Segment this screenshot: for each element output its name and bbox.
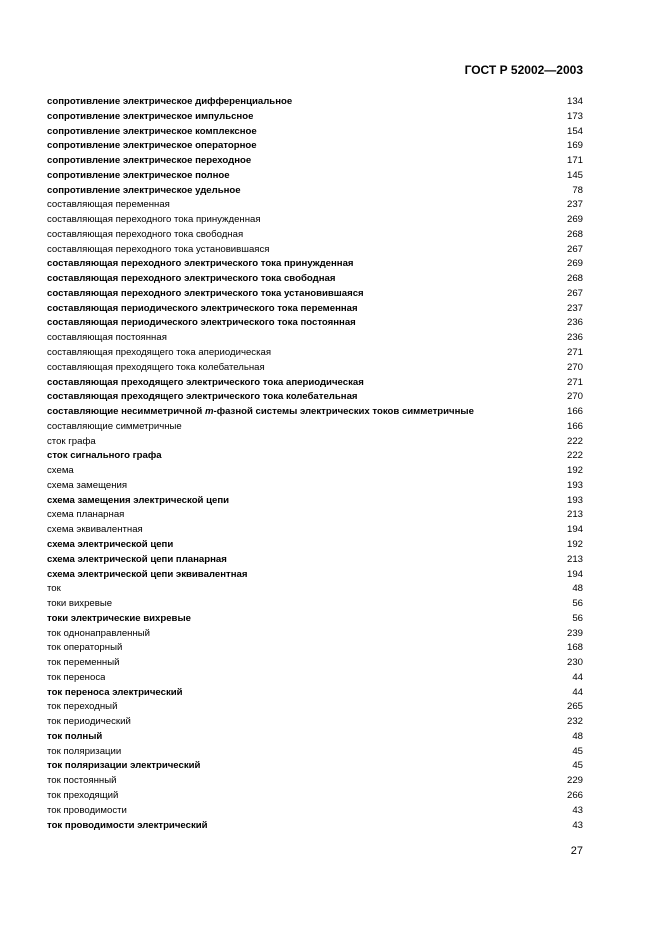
index-page-ref: 168 bbox=[566, 642, 583, 654]
index-term: ток постоянный bbox=[47, 775, 117, 787]
index-entry bbox=[47, 213, 583, 228]
document-header: ГОСТ Р 52002—2003 bbox=[464, 63, 583, 77]
index-entry bbox=[47, 316, 583, 331]
index-entry bbox=[47, 198, 583, 213]
index-page-ref: 194 bbox=[566, 568, 583, 580]
index-page-ref: 194 bbox=[566, 524, 583, 536]
page-number: 27 bbox=[570, 845, 583, 857]
index-term: составляющая постоянная bbox=[47, 332, 167, 344]
index-term: составляющая периодического электрического тока постоянная bbox=[47, 317, 356, 329]
index-term: схема замещения электрической цепи bbox=[47, 494, 230, 506]
index-term: сопротивление электрическое импульсное bbox=[47, 110, 254, 122]
index-page-ref: 222 bbox=[566, 435, 583, 447]
index-term: составляющие несимметричной m-фазной системы электрических токов симметричные bbox=[47, 406, 474, 418]
index-term: ток проводимости электрический bbox=[47, 819, 208, 831]
index-term: ток поляризации bbox=[47, 745, 122, 757]
index-entry bbox=[47, 405, 583, 420]
index-page-ref: 193 bbox=[566, 494, 583, 506]
index-page-ref: 44 bbox=[572, 686, 583, 698]
index-page-ref: 145 bbox=[566, 169, 583, 181]
index-term: ток bbox=[47, 583, 61, 595]
index-term: ток переноса bbox=[47, 671, 106, 683]
term-index bbox=[47, 95, 583, 833]
index-term: составляющая переходного тока свободная bbox=[47, 228, 244, 240]
index-entry bbox=[47, 420, 583, 435]
index-entry bbox=[47, 568, 583, 583]
index-term: схема электрической цепи bbox=[47, 538, 174, 550]
index-page-ref: 222 bbox=[566, 450, 583, 462]
index-page-ref: 43 bbox=[572, 819, 583, 831]
index-entry bbox=[47, 331, 583, 346]
index-page-ref: 48 bbox=[572, 730, 583, 742]
index-page-ref: 193 bbox=[566, 479, 583, 491]
index-entry bbox=[47, 95, 583, 110]
index-term: сток сигнального графа bbox=[47, 450, 162, 462]
index-term: схема замещения bbox=[47, 479, 128, 491]
index-entry bbox=[47, 361, 583, 376]
index-term: схема планарная bbox=[47, 509, 125, 521]
index-term: сток графа bbox=[47, 435, 96, 447]
index-entry bbox=[47, 597, 583, 612]
index-page-ref: 154 bbox=[566, 125, 583, 137]
index-entry bbox=[47, 804, 583, 819]
index-term: ток периодический bbox=[47, 716, 131, 728]
index-term: ток поляризации электрический bbox=[47, 760, 201, 772]
index-page-ref: 229 bbox=[566, 775, 583, 787]
index-term: ток переходный bbox=[47, 701, 118, 713]
index-term: составляющая переходного тока принужденная bbox=[47, 214, 261, 226]
index-entry bbox=[47, 139, 583, 154]
index-entry bbox=[47, 627, 583, 642]
index-page-ref: 78 bbox=[572, 184, 583, 196]
index-entry bbox=[47, 110, 583, 125]
index-page-ref: 213 bbox=[566, 509, 583, 521]
index-term: составляющая переходного тока установившаяся bbox=[47, 243, 270, 255]
index-entry bbox=[47, 346, 583, 361]
index-term: составляющая переходного электрического тока свободная bbox=[47, 273, 336, 285]
index-term: составляющая преходящего тока апериодическая bbox=[47, 347, 272, 359]
index-term: ток переноса электрический bbox=[47, 686, 183, 698]
index-term: ток полный bbox=[47, 730, 103, 742]
index-page-ref: 265 bbox=[566, 701, 583, 713]
index-term: схема bbox=[47, 465, 74, 477]
index-page-ref: 192 bbox=[566, 465, 583, 477]
index-page-ref: 232 bbox=[566, 716, 583, 728]
index-entry bbox=[47, 390, 583, 405]
index-entry bbox=[47, 700, 583, 715]
index-entry bbox=[47, 745, 583, 760]
index-term: сопротивление электрическое дифференциальное bbox=[47, 96, 293, 107]
index-page-ref: 267 bbox=[566, 243, 583, 255]
index-term: ток операторный bbox=[47, 642, 123, 654]
index-page-ref: 134 bbox=[566, 96, 583, 107]
index-page-ref: 268 bbox=[566, 273, 583, 285]
index-page-ref: 269 bbox=[566, 258, 583, 270]
index-page-ref: 56 bbox=[572, 598, 583, 610]
index-term: схема электрической цепи планарная bbox=[47, 553, 227, 565]
index-entry bbox=[47, 671, 583, 686]
index-entry bbox=[47, 479, 583, 494]
index-entry bbox=[47, 523, 583, 538]
index-term: токи вихревые bbox=[47, 598, 113, 610]
index-page-ref: 56 bbox=[572, 612, 583, 624]
index-page-ref: 271 bbox=[566, 347, 583, 359]
index-page-ref: 270 bbox=[566, 391, 583, 403]
index-entry bbox=[47, 656, 583, 671]
index-page-ref: 44 bbox=[572, 671, 583, 683]
index-entry bbox=[47, 243, 583, 258]
index-term: ток преходящий bbox=[47, 789, 119, 801]
index-entry bbox=[47, 774, 583, 789]
index-term: ток переменный bbox=[47, 657, 120, 669]
index-entry bbox=[47, 789, 583, 804]
index-entry bbox=[47, 169, 583, 184]
index-page-ref: 48 bbox=[572, 583, 583, 595]
index-page-ref: 169 bbox=[566, 140, 583, 152]
index-term: составляющая переходного электрического тока принужденная bbox=[47, 258, 354, 270]
index-entry bbox=[47, 125, 583, 140]
index-term: схема электрической цепи эквивалентная bbox=[47, 568, 248, 580]
index-term: составляющая переменная bbox=[47, 199, 170, 211]
index-entry bbox=[47, 686, 583, 701]
index-page-ref: 166 bbox=[566, 420, 583, 432]
index-page-ref: 45 bbox=[572, 745, 583, 757]
index-page-ref: 237 bbox=[566, 302, 583, 314]
index-entry bbox=[47, 184, 583, 199]
index-term: схема эквивалентная bbox=[47, 524, 143, 536]
index-entry bbox=[47, 464, 583, 479]
index-entry bbox=[47, 272, 583, 287]
index-entry bbox=[47, 376, 583, 391]
index-term: сопротивление электрическое полное bbox=[47, 169, 230, 181]
index-entry bbox=[47, 257, 583, 272]
index-page-ref: 236 bbox=[566, 332, 583, 344]
index-entry bbox=[47, 154, 583, 169]
index-page-ref: 166 bbox=[566, 406, 583, 418]
index-page-ref: 239 bbox=[566, 627, 583, 639]
index-entry bbox=[47, 449, 583, 464]
index-term: ток проводимости bbox=[47, 804, 127, 816]
index-term: токи электрические вихревые bbox=[47, 612, 191, 624]
index-entry bbox=[47, 538, 583, 553]
index-term: сопротивление электрическое операторное bbox=[47, 140, 257, 152]
index-page-ref: 236 bbox=[566, 317, 583, 329]
index-entry bbox=[47, 612, 583, 627]
index-entry bbox=[47, 730, 583, 745]
index-entry bbox=[47, 641, 583, 656]
index-entry bbox=[47, 508, 583, 523]
index-term: составляющая периодического электрического тока переменная bbox=[47, 302, 358, 314]
index-term: составляющая преходящего тока колебательная bbox=[47, 361, 265, 373]
index-term: составляющие симметричные bbox=[47, 420, 182, 432]
index-term: составляющая преходящего электрического тока апериодическая bbox=[47, 376, 364, 388]
index-entry bbox=[47, 435, 583, 450]
index-entry bbox=[47, 759, 583, 774]
index-page-ref: 269 bbox=[566, 214, 583, 226]
index-term: ток однонаправленный bbox=[47, 627, 151, 639]
index-term: сопротивление электрическое переходное bbox=[47, 155, 252, 167]
index-page-ref: 267 bbox=[566, 287, 583, 299]
index-page-ref: 171 bbox=[566, 155, 583, 167]
index-page-ref: 45 bbox=[572, 760, 583, 772]
index-entry bbox=[47, 228, 583, 243]
index-entry bbox=[47, 302, 583, 317]
index-entry bbox=[47, 287, 583, 302]
index-term: сопротивление электрическое комплексное bbox=[47, 125, 257, 137]
index-entry bbox=[47, 494, 583, 509]
index-entry bbox=[47, 715, 583, 730]
index-page-ref: 270 bbox=[566, 361, 583, 373]
index-term: сопротивление электрическое удельное bbox=[47, 184, 241, 196]
index-page-ref: 266 bbox=[566, 789, 583, 801]
index-term: составляющая переходного электрического тока установившаяся bbox=[47, 287, 364, 299]
index-page-ref: 230 bbox=[566, 657, 583, 669]
index-entry bbox=[47, 553, 583, 568]
index-page-ref: 213 bbox=[566, 553, 583, 565]
index-entry bbox=[47, 582, 583, 597]
index-page-ref: 173 bbox=[566, 110, 583, 122]
index-entry bbox=[47, 819, 583, 834]
index-page-ref: 271 bbox=[566, 376, 583, 388]
index-page-ref: 43 bbox=[572, 804, 583, 816]
index-page-ref: 268 bbox=[566, 228, 583, 240]
index-term: составляющая преходящего электрического тока колебательная bbox=[47, 391, 358, 403]
index-page-ref: 237 bbox=[566, 199, 583, 211]
index-page-ref: 192 bbox=[566, 538, 583, 550]
